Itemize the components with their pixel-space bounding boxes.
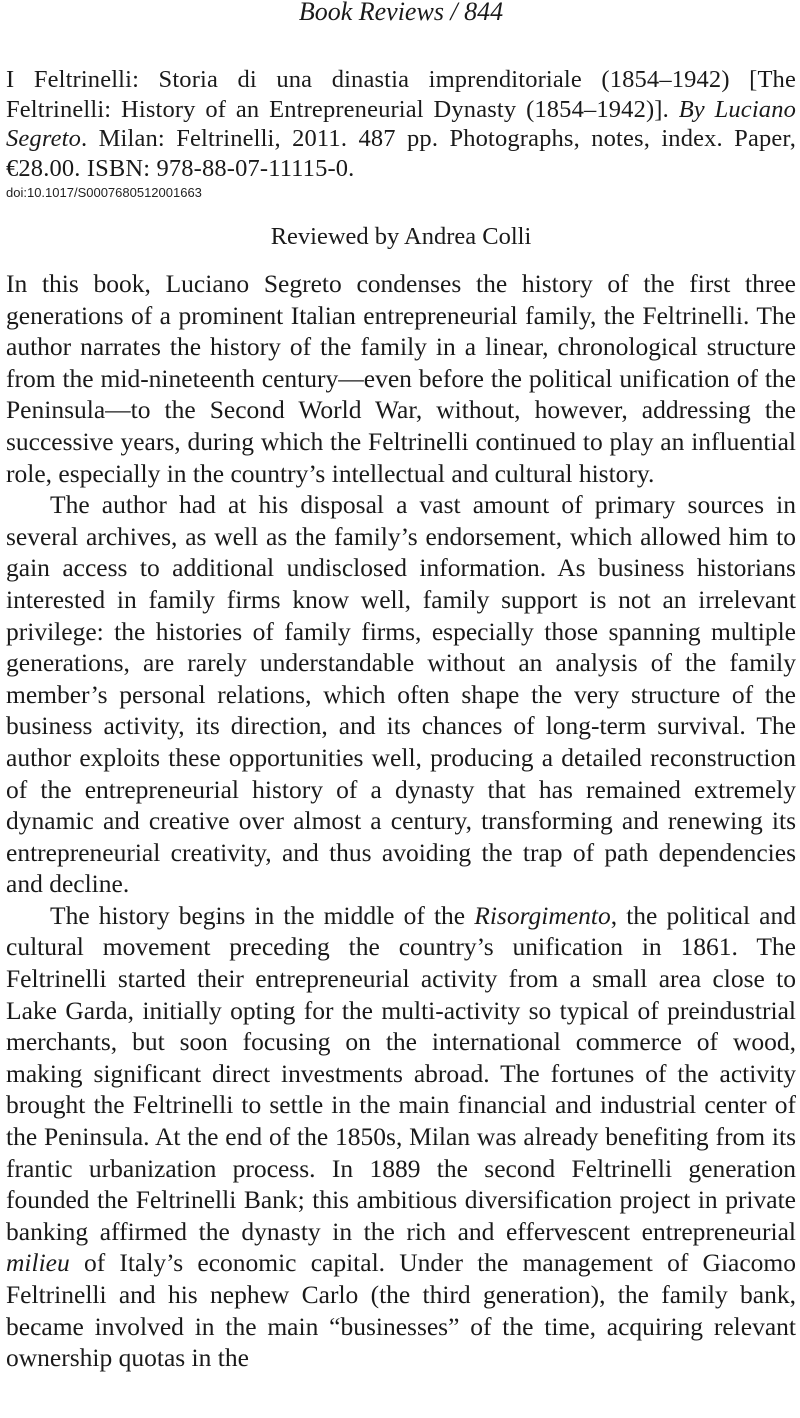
paragraph-2: The author had at his disposal a vast amount of primary sources in several archives, as well as the family’s endorsement, which allowed him to gain access to additional undisclosed information. As business historians interested in family firms know well, family support is not an irrelevant privilege: the histories of family firms, especially those spanning multiple generations, are rarely understandable without an analysis of the family member’s personal relations, which often shape the very structure of the business activity, its direction, and its chances of long-term survival. The author exploits these opportunities well, producing a detailed reconstruction of the entrepreneurial history of a dynasty that has remained extremely dynamic and creative over almost a century, transforming and renewing its entrepreneurial creativity, and thus avoiding the trap of path dependencies and decline.: [6, 490, 796, 899]
book-citation: [6, 65, 796, 183]
review-body: [6, 268, 796, 1374]
paragraph-3-italic-milieu: milieu: [6, 1248, 70, 1278]
running-head: Book Reviews / 844: [298, 0, 504, 26]
publication-details: . Milan: Feltrinelli, 2011. 487 pp. Photographs, notes, index. Paper, €28.00. ISBN: 978-88-07-11115-0.: [6, 125, 796, 182]
paragraph-3-text-c: of Italy’s economic capital. Under the management of Giacomo Feltrinelli and his nephew Carlo (the third generation), the family bank, became involved in the main “businesses” of the time, acquiring relevant ownership quotas in the: [6, 1248, 796, 1373]
paragraph-1: In this book, Luciano Segreto condenses the history of the first three generations of a prominent Italian entrepreneurial family, the Feltrinelli. The author narrates the history of the family in a linear, chronological structure from the mid-nineteenth century—even before the political unification of the Peninsula—to the Second World War, without, however, addressing the successive years, during which the Feltrinelli continued to play an influential role, especially in the country’s intellectual and cultural history.: [6, 269, 796, 488]
doi-link[interactable]: doi:10.1017/S0007680512001663: [6, 185, 202, 200]
paragraph-3: [6, 900, 796, 1374]
reviewer-line: Reviewed by Andrea Colli: [270, 223, 532, 250]
paragraph-3-italic-risorgimento: Risorgimento: [474, 900, 611, 930]
book-title: I Feltrinelli: Storia di una dinastia imprenditoriale (1854–1942) [The Feltrinelli: History of an Entrepreneurial Dynasty (1854–1942)].: [6, 66, 796, 123]
paragraph-3-text-a: The history begins in the middle of the: [50, 900, 475, 930]
document-page: [6, 0, 796, 1374]
book-author: By Luciano Segreto: [6, 95, 796, 152]
paragraph-3-text-b: , the political and cultural movement preceding the country’s unification in 1861. The Feltrinelli started their entrepreneurial activity from a small area close to Lake Garda, initially opting for the multi-activity so typical of preindustrial merchants, but soon focusing on the international commerce of wood, making significant direct investments abroad. The fortunes of the activity brought the Feltrinelli to settle in the main financial and industrial center of the Peninsula. At the end of the 1850s, Milan was already benefiting from its frantic urbanization process. In 1889 the second Feltrinelli generation founded the Feltrinelli Bank; this ambitious diversification project in private banking affirmed the dynasty in the rich and effervescent entrepreneurial: [6, 900, 796, 1246]
